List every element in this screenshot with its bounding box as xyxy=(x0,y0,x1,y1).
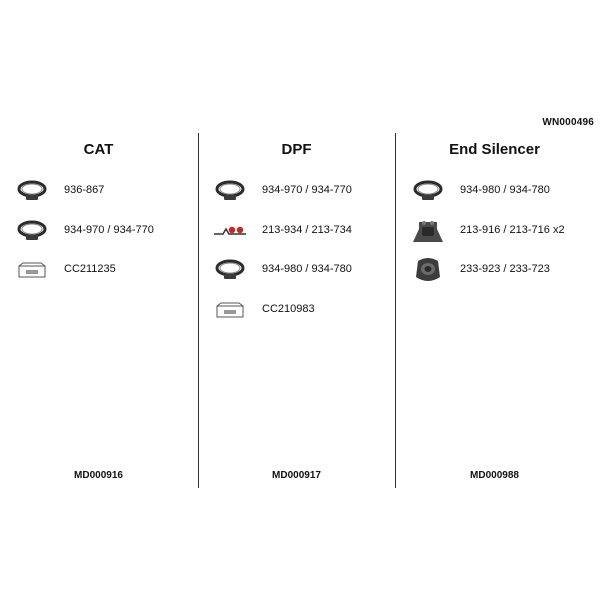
reference-code: WN000496 xyxy=(542,117,594,128)
column-title: CAT xyxy=(83,141,114,158)
list-item xyxy=(0,257,197,297)
list-item xyxy=(396,257,593,297)
list-item xyxy=(198,297,395,337)
clamp-icon xyxy=(14,178,50,204)
part-number: 213-916 / 213-716 x2 xyxy=(460,223,565,236)
clamp-icon xyxy=(212,178,248,204)
clamp-icon xyxy=(14,218,50,244)
column-end-silencer xyxy=(396,140,593,490)
list-item xyxy=(198,178,395,218)
clamp-icon xyxy=(212,257,248,283)
column-cat xyxy=(0,140,197,490)
list-item xyxy=(396,178,593,218)
part-number: 934-980 / 934-780 xyxy=(460,184,550,196)
list-item xyxy=(198,218,395,258)
part-number: 934-980 / 934-780 xyxy=(262,263,352,275)
part-number: 233-923 / 233-723 xyxy=(460,263,550,275)
part-number: 934-970 / 934-770 xyxy=(64,223,154,236)
part-number: 936-867 xyxy=(64,184,105,196)
kit-box-icon xyxy=(212,297,248,323)
parts-list xyxy=(0,178,197,297)
parts-list xyxy=(198,178,395,336)
part-number: 213-934 / 213-734 xyxy=(262,223,352,236)
column-code: MD000916 xyxy=(74,470,123,481)
rubber-hanger-icon xyxy=(212,218,248,244)
parts-list xyxy=(396,178,593,297)
column-code: MD000917 xyxy=(272,470,321,481)
list-item xyxy=(198,257,395,297)
clamp-icon xyxy=(410,178,446,204)
part-number: 934-970 / 934-770 xyxy=(262,184,352,196)
part-number: CC210983 xyxy=(262,302,315,315)
column-title: DPF xyxy=(281,141,312,158)
list-item xyxy=(0,178,197,218)
column-dpf xyxy=(198,140,395,490)
column-code: MD000988 xyxy=(470,470,519,481)
rubber-mount-icon xyxy=(410,257,446,283)
mounting-bracket-icon xyxy=(410,218,446,244)
list-item xyxy=(396,218,593,258)
list-item xyxy=(0,218,197,258)
column-title: End Silencer xyxy=(449,141,540,158)
kit-box-icon xyxy=(14,257,50,283)
part-number: CC211235 xyxy=(64,263,116,275)
